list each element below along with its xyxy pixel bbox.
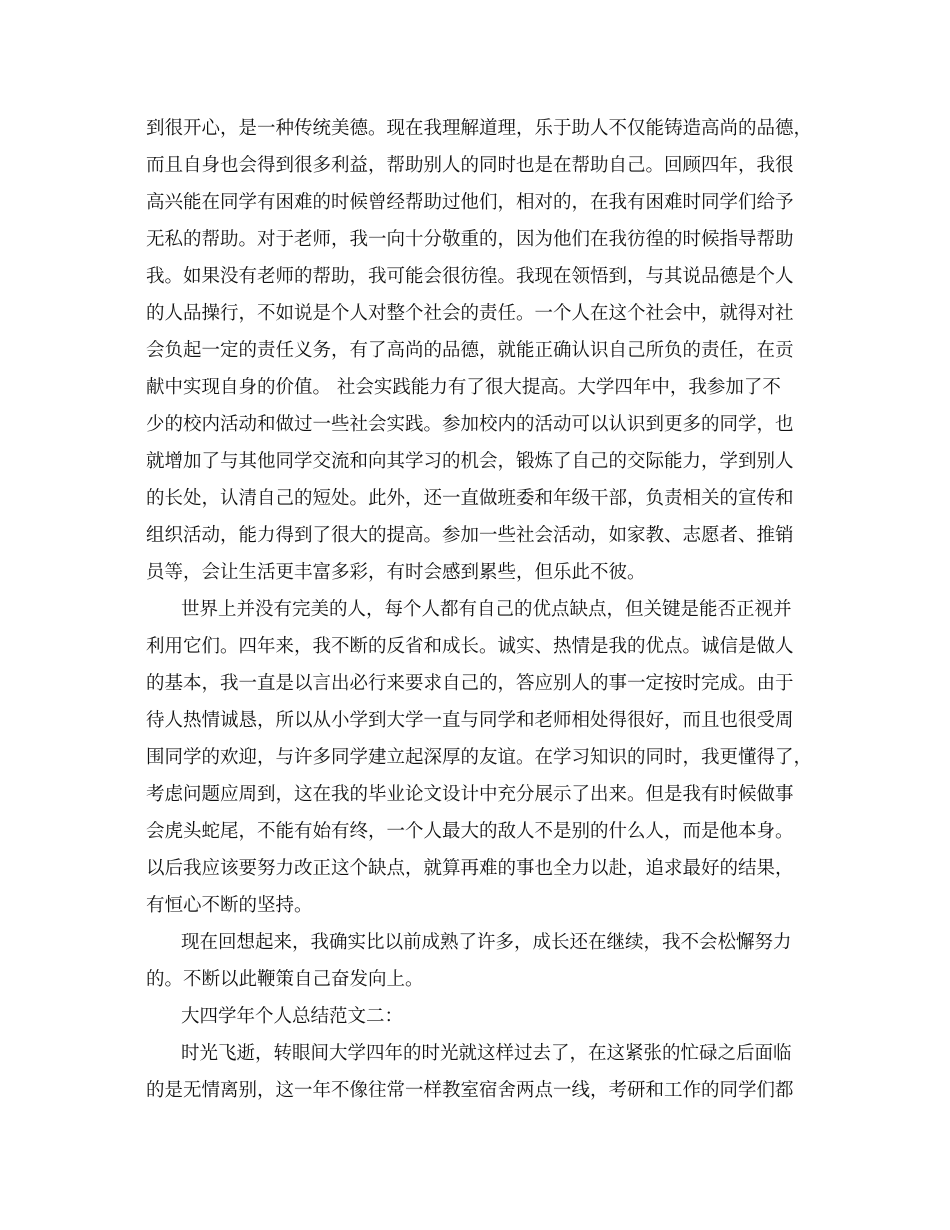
text-line: 的长处，认清自己的短处。此外，还一直做班委和年级干部，负责相关的宣传和 <box>146 488 794 509</box>
text-line: 员等，会让生活更丰富多彩，有时会感到累些，但乐此不彼。 <box>146 562 646 583</box>
text-line: 我。如果没有老师的帮助，我可能会很彷徨。我现在领悟到，与其说品德是个人 <box>146 266 794 287</box>
text-line: 高兴能在同学有困难的时候曾经帮助过他们，相对的，在我有困难时同学们给予 <box>146 192 794 213</box>
text-line: 献中实现自身的价值。 社会实践能力有了很大提高。大学四年中，我参加了不 <box>146 377 781 398</box>
text-line: 的。不断以此鞭策自己奋发向上。 <box>146 969 424 990</box>
section-heading: 大四学年个人总结范文二： <box>181 1006 404 1027</box>
text-line: 有恒心不断的坚持。 <box>146 895 313 916</box>
text-line: 无私的帮助。对于老师，我一向十分敬重的，因为他们在我彷徨的时候指导帮助 <box>146 229 794 250</box>
text-line: 以后我应该要努力改正这个缺点，就算再难的事也全力以赴，追求最好的结果， <box>146 858 794 879</box>
text-line: 围同学的欢迎，与许多同学建立起深厚的友谊。在学习知识的同时，我更懂得了， <box>146 747 813 768</box>
text-line: 的基本，我一直是以言出必行来要求自己的，答应别人的事一定按时完成。由于 <box>146 673 794 694</box>
text-line: 少的校内活动和做过一些社会实践。参加校内的活动可以认识到更多的同学，也 <box>146 414 794 435</box>
text-line: 会负起一定的责任义务，有了高尚的品德，就能正确认识自己所负的责任，在贡 <box>146 340 794 361</box>
text-line: 的是无情离别，这一年不像往常一样教室宿舍两点一线，考研和工作的同学们都 <box>146 1080 794 1101</box>
text-line: 到很开心，是一种传统美德。现在我理解道理，乐于助人不仅能铸造高尚的品德， <box>146 118 813 139</box>
text-line: 就增加了与其他同学交流和向其学习的机会，锻炼了自己的交际能力，学到别人 <box>146 451 794 472</box>
text-line: 利用它们。四年来，我不断的反省和成长。诚实、热情是我的优点。诚信是做人 <box>146 636 794 657</box>
text-line: 考虑问题应周到，这在我的毕业论文设计中充分展示了出来。但是我有时候做事 <box>146 784 794 805</box>
text-line: 会虎头蛇尾，不能有始有终，一个人最大的敌人不是别的什么人，而是他本身。 <box>146 821 794 842</box>
text-line: 的人品操行，不如说是个人对整个社会的责任。一个人在这个社会中，就得对社 <box>146 303 794 324</box>
paragraph-start-line: 时光飞逝，转眼间大学四年的时光就这样过去了，在这紧张的忙碌之后面临 <box>181 1043 792 1064</box>
text-line: 待人热情诚恳，所以从小学到大学一直与同学和老师相处得很好，而且也很受周 <box>146 710 794 731</box>
paragraph-start-line: 世界上并没有完美的人，每个人都有自己的优点缺点，但关键是能否正视并 <box>181 599 792 620</box>
text-line: 而且自身也会得到很多利益，帮助别人的同时也是在帮助自己。回顾四年，我很 <box>146 155 794 176</box>
text-line: 组织活动，能力得到了很大的提高。参加一些社会活动，如家教、志愿者、推销 <box>146 525 794 546</box>
paragraph-start-line: 现在回想起来，我确实比以前成熟了许多，成长还在继续，我不会松懈努力 <box>181 932 792 953</box>
